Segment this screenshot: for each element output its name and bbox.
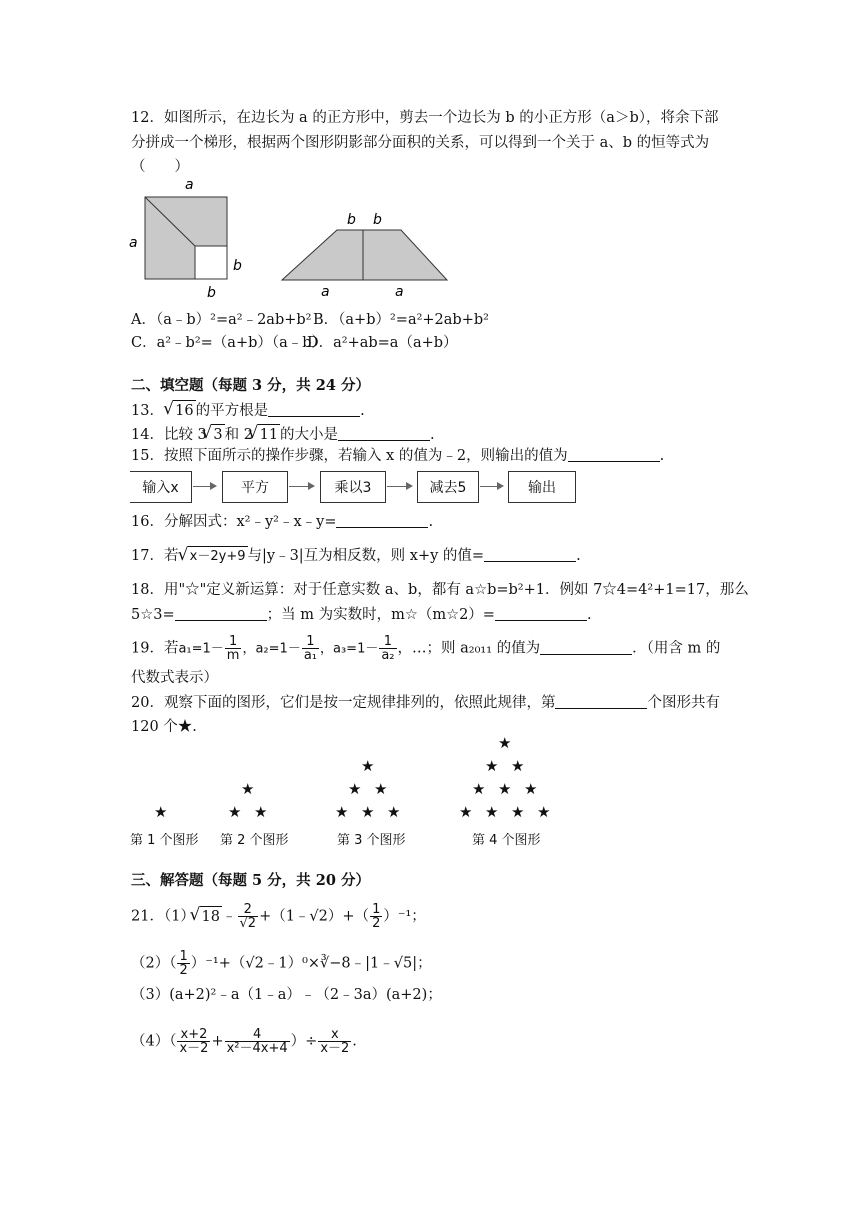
star-icon: ★ xyxy=(387,803,411,821)
trap-bottom-label-2: a xyxy=(395,284,404,300)
flow-arrow xyxy=(289,486,313,487)
square-left-label: a xyxy=(129,235,138,251)
square-bottom-label: b xyxy=(207,285,216,300)
star-icon: ★ xyxy=(154,803,178,821)
trapezoid-figure xyxy=(275,205,455,300)
flow-arrow xyxy=(480,486,502,487)
section-3-heading: 三、解答题（每题 5 分，共 20 分） xyxy=(131,872,370,889)
q12-line1: 12．如图所示，在边长为 a 的正方形中，剪去一个边长为 b 的小正方形（a＞b），将余下部 xyxy=(131,110,719,126)
star-icon: ★ xyxy=(524,780,548,798)
q12-option-d: D．a²+ab=a（a+b） xyxy=(307,335,458,351)
trap-top-label-2: b xyxy=(373,212,382,228)
q20-line1: 20．观察下面的图形，它们是按一定规律排列的，依照此规律，第 个图形共有 xyxy=(131,695,720,711)
q12-line2: 分拼成一个梯形，根据两个图形阴影部分面积的关系，可以得到一个关于 a、b 的恒等式为 xyxy=(131,135,710,151)
flow-arrow xyxy=(193,486,215,487)
section-2-heading: 二、填空题（每题 3 分，共 24 分） xyxy=(131,377,370,394)
figure-3-label: 第 3 个图形 xyxy=(337,833,406,848)
q21-part4: （4）（ $\frac{x+2}{x-2}$ + $\frac{4}{\text{x²－4x+4}}$ ）÷ $\frac{x}{x-2}$ . xyxy=(131,1027,357,1056)
q19-line1: 19．若a₁=1－ $\frac{1}{m}$ ，a₂=1－ $\frac{1}{\text{a₁}}$ ，a₃=1－ $\frac{1}{\text{a₂}}$ ，…；则 a₂₀₁₁ 的值为 ．（用含 m 的 xyxy=(131,634,721,663)
figure-2-label: 第 2 个图形 xyxy=(220,833,289,848)
q21-part3: （3）(a+2)²﹣a（1﹣a）﹣（2﹣3a）(a+2)； xyxy=(131,987,442,1003)
flow-box-input: 输入x xyxy=(130,471,192,503)
square-figure xyxy=(125,175,255,300)
q21-part1: 21．（1） √ 18 ﹣ $\frac{2}{√2}$ +（1﹣√2）+（ $\frac{1}{2}$ ）⁻¹； xyxy=(131,903,426,930)
figure-4-label: 第 4 个图形 xyxy=(472,833,541,848)
star-icon: ★ xyxy=(485,803,509,821)
q18-line1: 18．用"☆"定义新运算：对于任意实数 a、b，都有 a☆b=b²+1．例如 7☆4=4²+1=17，那么 xyxy=(131,582,749,598)
square-right-label: b xyxy=(233,258,242,274)
star-icon: ★ xyxy=(254,803,278,821)
star-icon: ★ xyxy=(228,803,252,821)
sqrt-16: √ 16 xyxy=(173,400,195,421)
star-icon: ★ xyxy=(498,734,522,752)
figure-1-label: 第 1 个图形 xyxy=(130,833,199,848)
square-top-label: a xyxy=(185,177,194,193)
star-icon: ★ xyxy=(498,780,522,798)
flow-box-subtract: 减去5 xyxy=(417,471,479,503)
q20-line2: 120 个★. xyxy=(131,719,197,735)
q14: 14．比较 3 √ 3 和 2 √ 11 的大小是 . xyxy=(131,424,435,445)
q19-line2: 代数式表示） xyxy=(131,670,218,686)
q21-part2: （2）（ $\frac{1}{2}$ ）⁻¹+（√2﹣1）⁰×∛−8﹣|1﹣√5|； xyxy=(131,949,432,978)
q12-option-b: B．（a+b）²=a²+2ab+b² xyxy=(313,312,489,328)
star-icon: ★ xyxy=(472,780,496,798)
star-icon: ★ xyxy=(374,780,398,798)
star-icon: ★ xyxy=(511,757,535,775)
q16: 16．分解因式：x²﹣y²﹣x﹣y= . xyxy=(131,514,434,530)
trap-bottom-label-1: a xyxy=(321,284,330,300)
star-icon: ★ xyxy=(348,780,372,798)
star-icon: ★ xyxy=(485,757,509,775)
trap-top-label-1: b xyxy=(347,212,356,228)
q12-option-a: A．（a﹣b）²=a²﹣2ab+b² xyxy=(131,312,312,328)
q12-option-c: C．a²﹣b²=（a+b）（a﹣b） xyxy=(131,335,327,351)
q12-line3: （ ） xyxy=(131,159,189,175)
q13: 13． √ 16 的平方根是 . xyxy=(131,400,365,421)
q15: 15．按照下面所示的操作步骤，若输入 x 的值为﹣2，则输出的值为 . xyxy=(131,448,665,464)
flow-box-output: 输出 xyxy=(508,471,576,503)
flow-box-multiply: 乘以3 xyxy=(320,471,386,503)
star-icon: ★ xyxy=(537,803,561,821)
star-icon: ★ xyxy=(459,803,483,821)
flow-box-square: 平方 xyxy=(222,471,288,503)
star-icon: ★ xyxy=(241,780,265,798)
star-icon: ★ xyxy=(361,757,385,775)
q17: 17．若 √ x－2y+9 与|y﹣3|互为相反数，则 x+y 的值= . xyxy=(131,546,581,567)
flow-arrow xyxy=(387,486,411,487)
star-icon: ★ xyxy=(511,803,535,821)
q18-line2: 5☆3= ；当 m 为实数时，m☆（m☆2）= . xyxy=(131,607,592,623)
star-icon: ★ xyxy=(361,803,385,821)
star-icon: ★ xyxy=(335,803,359,821)
